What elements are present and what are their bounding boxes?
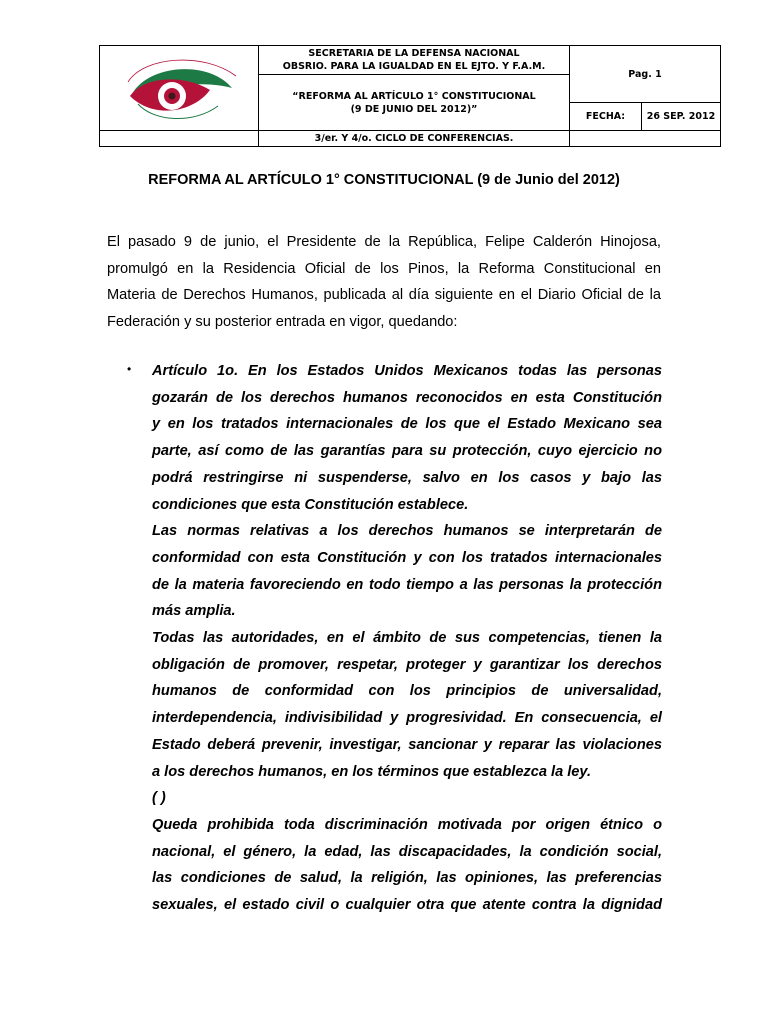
article-line: las condiciones de salud, la religión, las opiniones, las preferencias <box>152 870 662 887</box>
institution-cell <box>259 46 570 75</box>
logo-cell <box>100 46 259 131</box>
article-line: Queda prohibida toda discriminación motivada por origen étnico o <box>152 816 662 833</box>
article-line: humanos de conformidad con los principios de universalidad, <box>152 683 662 700</box>
article-line: gozarán de los derechos humanos reconocidos en esta Constitución <box>152 389 662 406</box>
article-line: parte, así como de las garantías para su protección, cuyo ejercicio no <box>152 443 662 460</box>
fecha-label: FECHA: <box>570 103 642 131</box>
article-line: más amplia. <box>152 603 236 620</box>
bullet-icon: • <box>127 362 132 376</box>
article-line: obligación de promover, respetar, proteger y garantizar los derechos <box>152 656 662 673</box>
intro-line: Federación y su posterior entrada en vigor, quedando: <box>107 314 458 331</box>
article-text <box>152 358 662 919</box>
article-line: nacional, el género, la edad, las discapacidades, la condición social, <box>152 843 662 860</box>
article-line: Estado deberá prevenir, investigar, sancionar y reparar las violaciones <box>152 736 662 753</box>
institution-name: SECRETARIA DE LA DEFENSA NACIONAL <box>308 48 520 59</box>
document-header <box>99 45 721 147</box>
intro-line: promulgó en la Residencia Oficial de los Pinos, la Reforma Constitucional en <box>107 260 661 277</box>
intro-line: El pasado 9 de junio, el Presidente de la República, Felipe Calderón Hinojosa, <box>107 234 661 250</box>
intro-line: Materia de Derechos Humanos, publicada al día siguiente en el Diario Oficial de la <box>107 287 661 304</box>
article-line: podrá restringirse ni suspenderse, salvo en los casos y bajo las <box>152 469 662 486</box>
article-line: conformidad con esta Constitución y con los tratados internacionales <box>152 549 662 566</box>
article-line: de la materia favoreciendo en todo tiempo a las personas la protección <box>152 576 662 593</box>
article-line: sexuales, el estado civil o cualquier otra que atente contra la dignidad <box>152 897 662 914</box>
doc-date: (9 DE JUNIO DEL 2012)” <box>350 103 478 115</box>
cycle-label: 3/er. Y 4/o. CICLO DE CONFERENCIAS. <box>259 131 570 147</box>
article-line: y en los tratados internacionales de los que el Estado Mexicano sea <box>152 416 662 433</box>
observatory-name: OBSRIO. PARA LA IGUALDAD EN EL EJTO. Y F.A.M. <box>282 61 546 72</box>
intro-paragraph <box>107 229 661 336</box>
page-title: REFORMA AL ARTÍCULO 1° CONSTITUCIONAL (9 de Junio del 2012) <box>148 172 620 188</box>
article-line: ( ) <box>152 790 166 807</box>
observatory-logo-icon <box>114 46 244 130</box>
article-line: Artículo 1o. En los Estados Unidos Mexicanos todas las personas <box>152 363 662 379</box>
document-title-cell <box>259 75 570 131</box>
article-line: condiciones que esta Constitución establece. <box>152 496 469 513</box>
page-number: Pag. 1 <box>570 46 721 103</box>
article-line: a los derechos humanos, en los términos que establezca la ley. <box>152 763 592 780</box>
article-line: Todas las autoridades, en el ámbito de sus competencias, tienen la <box>152 630 662 647</box>
doc-title: “REFORMA AL ARTÍCULO 1° CONSTITUCIONAL <box>292 90 536 102</box>
empty-cell <box>570 131 721 147</box>
article-line: interdependencia, indivisibilidad y progresividad. En consecuencia, el <box>152 710 662 727</box>
fecha-value: 26 SEP. 2012 <box>642 103 721 131</box>
article-line: Las normas relativas a los derechos humanos se interpretarán de <box>152 523 662 540</box>
